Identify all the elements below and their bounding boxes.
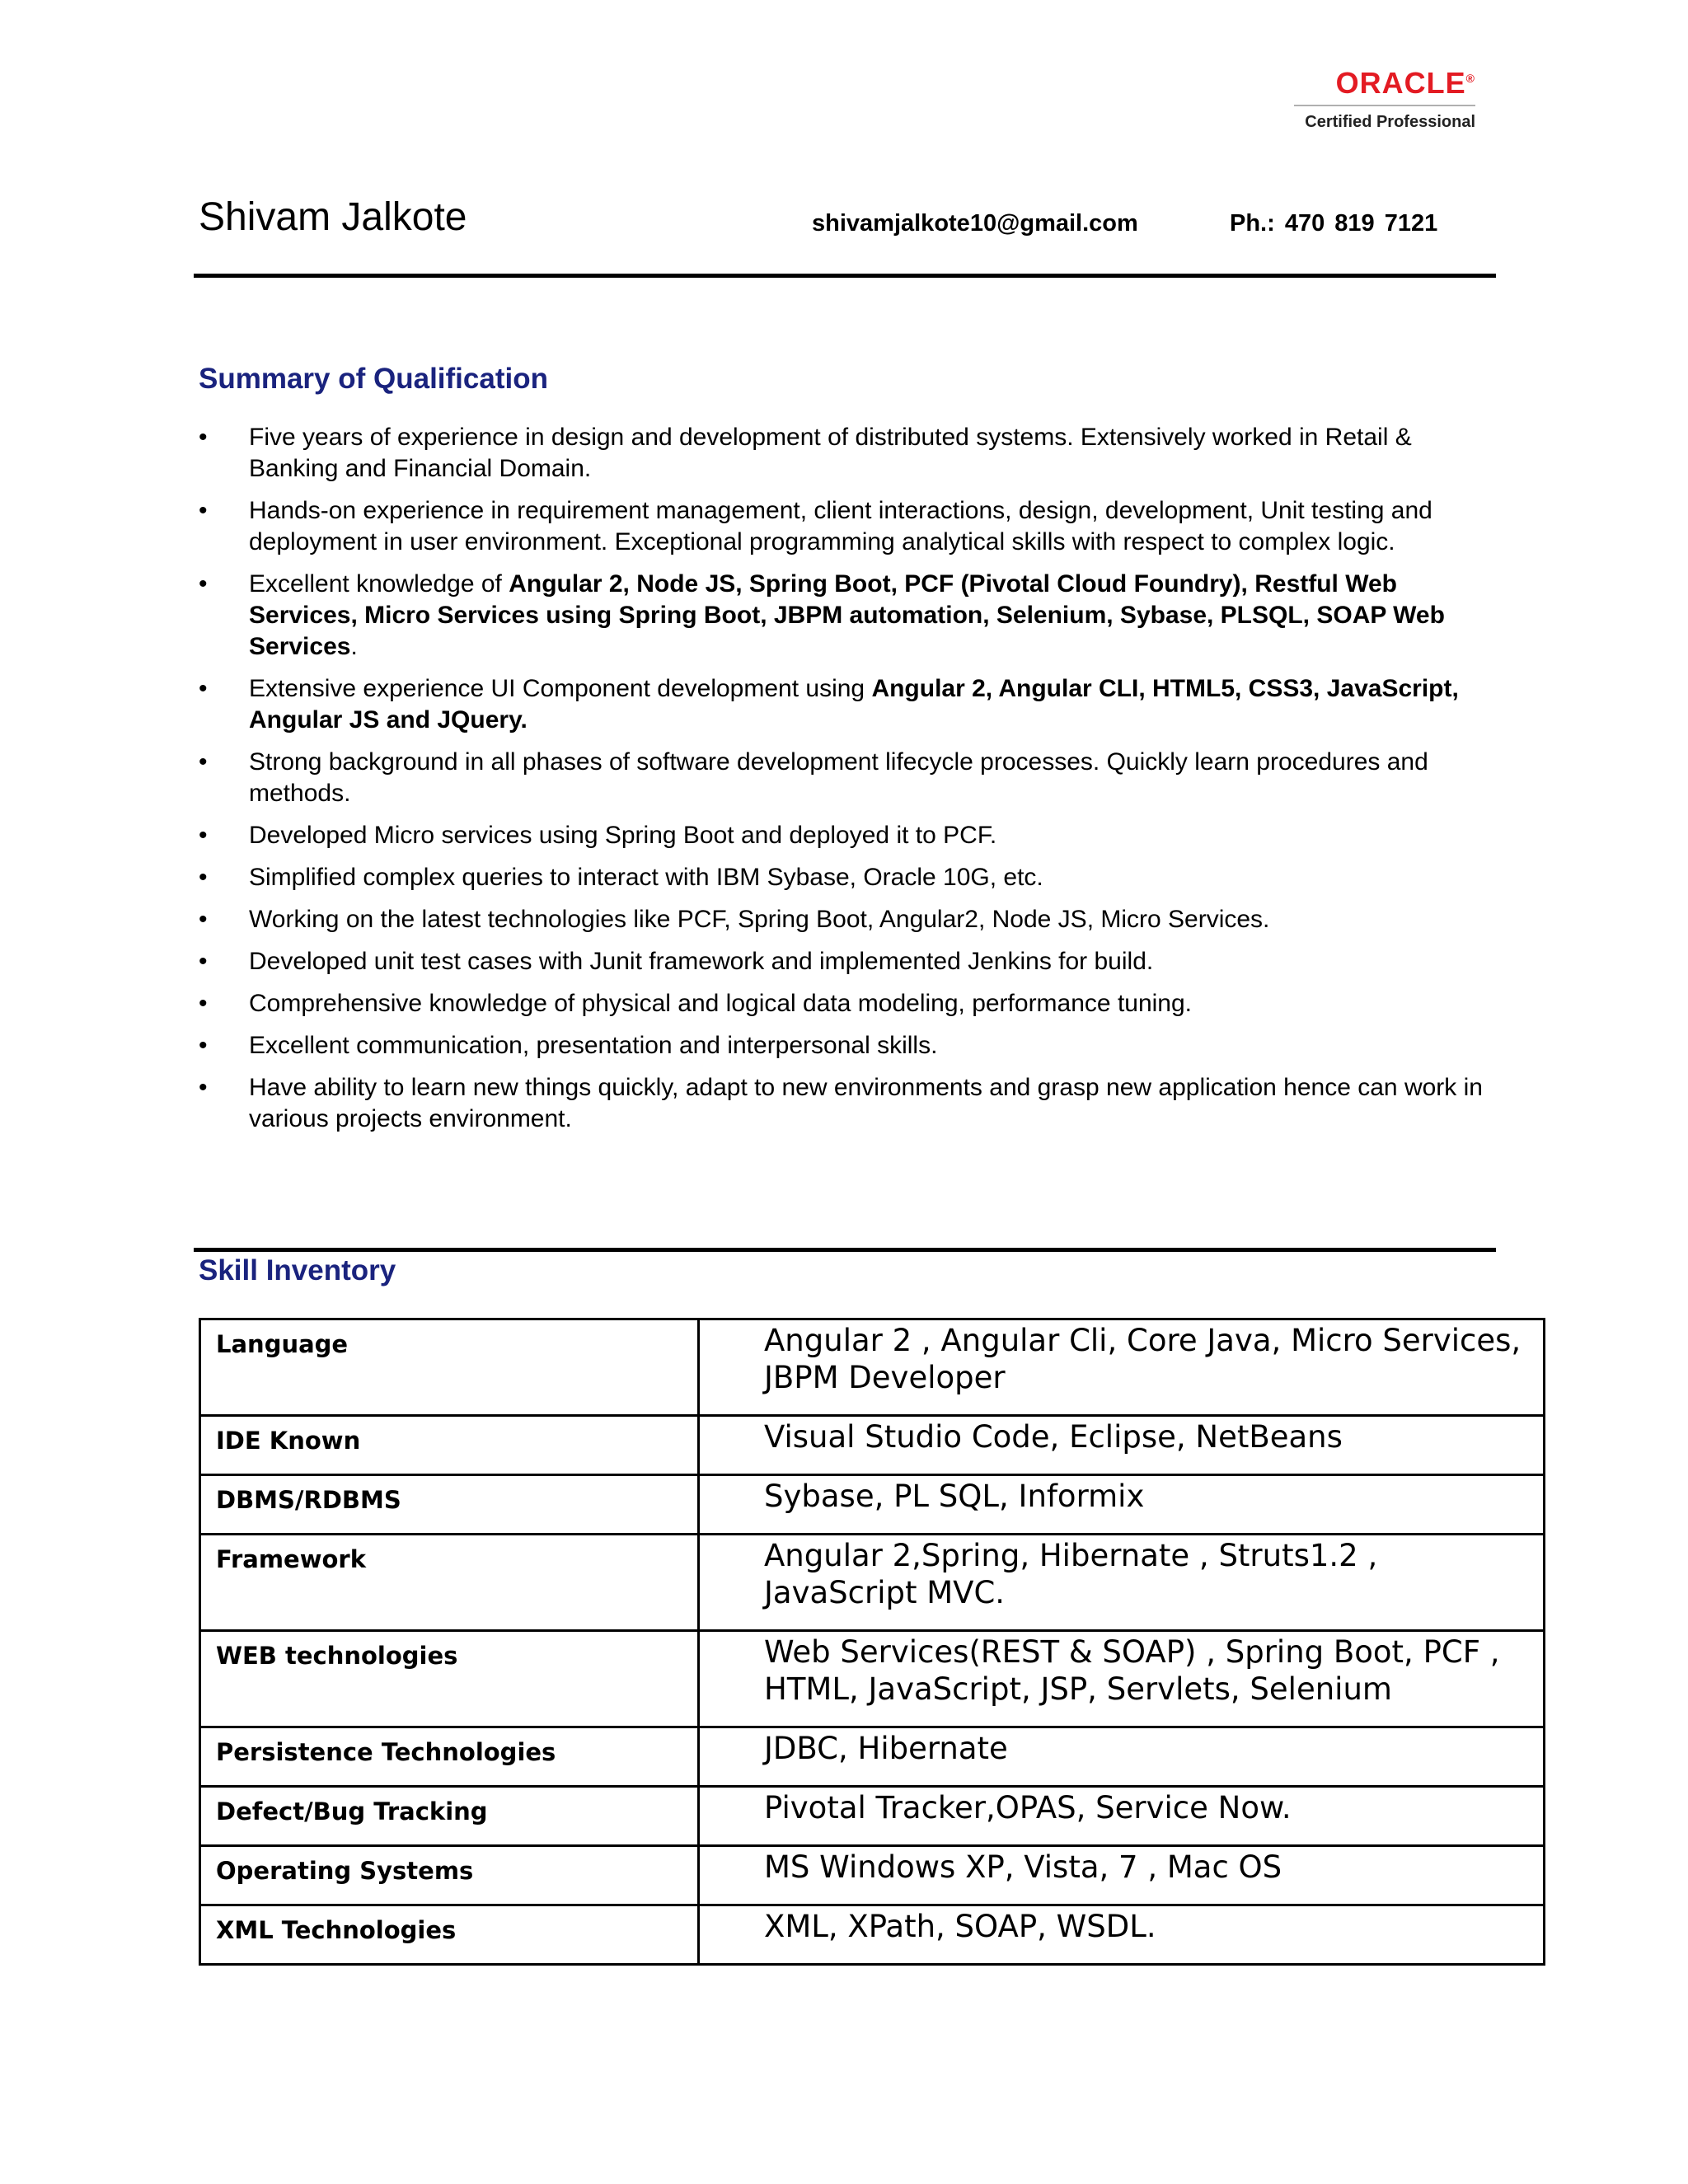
- summary-item: • Developed Micro services using Spring Boot and deployed it to PCF.: [199, 820, 1501, 851]
- summary-item: • Extensive experience UI Component development using Angular 2, Angular CLI, HTML5, CSS3, JavaScript, Angular JS and JQuery.: [199, 673, 1501, 736]
- skills-row: [200, 1416, 1545, 1475]
- skills-row: [200, 1631, 1545, 1727]
- skills-row: [200, 1535, 1545, 1631]
- skill-category: Language: [200, 1319, 699, 1416]
- contact-email[interactable]: shivamjalkote10@gmail.com: [812, 210, 1138, 237]
- skills-row: [200, 1846, 1545, 1905]
- summary-item: • Strong background in all phases of software development lifecycle processes. Quickly learn procedures and methods.: [199, 747, 1501, 809]
- skills-row: [200, 1319, 1545, 1416]
- skill-values: MS Windows XP, Vista, 7 , Mac OS: [699, 1846, 1545, 1905]
- skill-category: Defect/Bug Tracking: [200, 1787, 699, 1846]
- summary-item: • Simplified complex queries to interact with IBM Sybase, Oracle 10G, etc.: [199, 862, 1501, 893]
- skills-row: [200, 1787, 1545, 1846]
- summary-list: [199, 422, 1501, 1146]
- summary-item: • Hands-on experience in requirement management, client interactions, design, development, Unit testing and deployment in user environment. Exceptional programming analytical skills with respect to complex logic.: [199, 495, 1501, 558]
- skill-category: Framework: [200, 1535, 699, 1631]
- skill-values: XML, XPath, SOAP, WSDL.: [699, 1905, 1545, 1965]
- skill-values: Angular 2,Spring, Hibernate , Struts1.2 , JavaScript MVC.: [699, 1535, 1545, 1631]
- skill-category: Operating Systems: [200, 1846, 699, 1905]
- skill-category: Persistence Technologies: [200, 1727, 699, 1787]
- skill-category: IDE Known: [200, 1416, 699, 1475]
- oracle-certified-logo: [1278, 66, 1475, 140]
- skills-row: [200, 1475, 1545, 1535]
- skill-values: Pivotal Tracker,OPAS, Service Now.: [699, 1787, 1545, 1846]
- skill-category: XML Technologies: [200, 1905, 699, 1965]
- summary-item: • Comprehensive knowledge of physical and logical data modeling, performance tuning.: [199, 988, 1501, 1019]
- summary-item: • Have ability to learn new things quickly, adapt to new environments and grasp new application hence can work in various projects environment.: [199, 1072, 1501, 1135]
- skills-row: [200, 1905, 1545, 1965]
- logo-divider: [1294, 105, 1475, 106]
- candidate-name: Shivam Jalkote: [199, 195, 467, 239]
- skills-title: Skill Inventory: [199, 1254, 396, 1286]
- skill-category: DBMS/RDBMS: [200, 1475, 699, 1535]
- certification-label: Certified Professional: [1305, 113, 1475, 131]
- skills-row: [200, 1727, 1545, 1787]
- skills-table: [199, 1318, 1545, 1966]
- header-divider: [194, 274, 1496, 278]
- skill-values: Angular 2 , Angular Cli, Core Java, Micro Services, JBPM Developer: [699, 1319, 1545, 1416]
- skill-values: Visual Studio Code, Eclipse, NetBeans: [699, 1416, 1545, 1475]
- summary-item: • Five years of experience in design and development of distributed systems. Extensively worked in Retail & Banking and Financial Domain.: [199, 422, 1501, 485]
- skills-divider: [194, 1248, 1496, 1252]
- summary-item: • Excellent communication, presentation and interpersonal skills.: [199, 1030, 1501, 1062]
- summary-title: Summary of Qualification: [199, 363, 548, 395]
- oracle-brand-text: ORACLE®: [1335, 66, 1475, 100]
- summary-item: • Working on the latest technologies like PCF, Spring Boot, Angular2, Node JS, Micro Services.: [199, 904, 1501, 935]
- summary-item: • Excellent knowledge of Angular 2, Node JS, Spring Boot, PCF (Pivotal Cloud Foundry), Restful Web Services, Micro Services using Spring Boot, JBPM automation, Selenium, Sybase, PLSQL, SOAP Web Services.: [199, 569, 1501, 663]
- skill-values: Sybase, PL SQL, Informix: [699, 1475, 1545, 1535]
- summary-item: • Developed unit test cases with Junit framework and implemented Jenkins for build.: [199, 946, 1501, 977]
- skill-values: Web Services(REST & SOAP) , Spring Boot, PCF , HTML, JavaScript, JSP, Servlets, Selenium: [699, 1631, 1545, 1727]
- skill-category: WEB technologies: [200, 1631, 699, 1727]
- contact-phone: Ph.: 470 819 7121: [1230, 210, 1438, 237]
- skill-values: JDBC, Hibernate: [699, 1727, 1545, 1787]
